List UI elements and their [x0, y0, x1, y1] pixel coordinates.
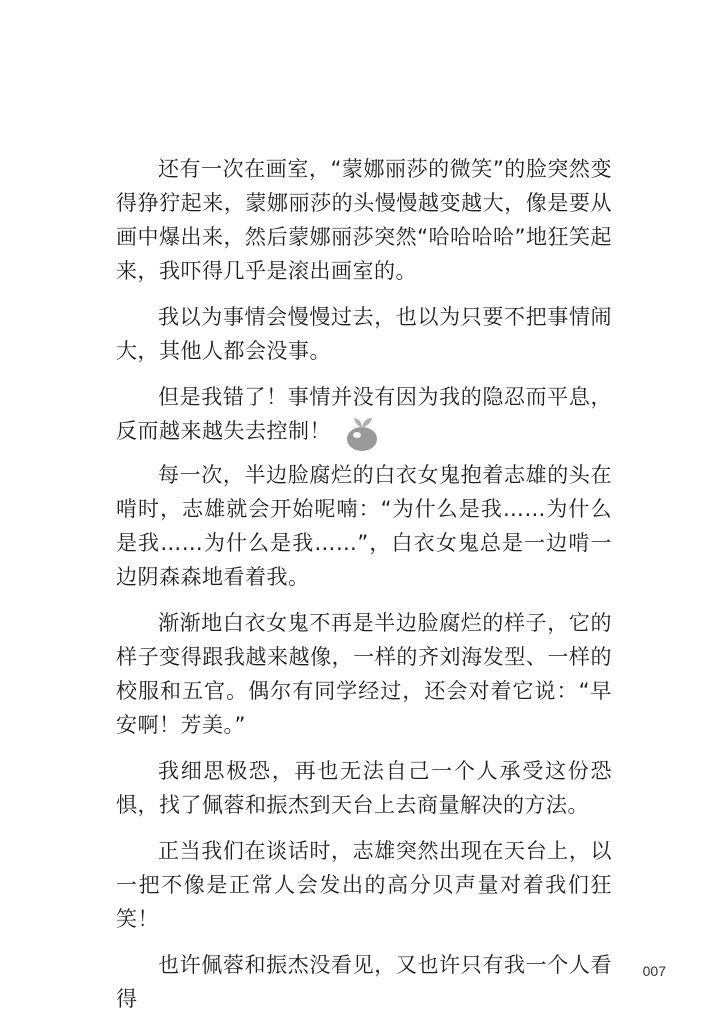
text-section-2 — [116, 458, 612, 1028]
paragraph: 每一次，半边脸腐烂的白衣女鬼抱着志雄的头在啃时，志雄就会开始呢喃：“为什么是我……为什么是我……为什么是我……”，白衣女鬼总是一边啃一边阴森森地看着我。 — [116, 463, 612, 589]
paragraph: 正当我们在谈话时，志雄突然出现在天台上，以一把不像是正常人会发出的高分贝声量对着我们狂笑！ — [116, 839, 612, 931]
paragraph: 我细思极恐，再也无法自己一个人承受这份恐惧，找了佩蓉和振杰到天台上去商量解决的方法。 — [116, 759, 612, 817]
paragraph: 我以为事情会慢慢过去，也以为只要不把事情闹大，其他人都会没事。 — [116, 305, 612, 363]
paragraph: 还有一次在画室，“蒙娜丽莎的微笑”的脸突然变得狰狞起来，蒙娜丽莎的头慢慢越变越大，像是要从画中爆出来，然后蒙娜丽莎突然“哈哈哈哈”地狂笑起来，我吓得几乎是滚出画室的。 — [116, 157, 612, 283]
sprout-ornament-icon — [340, 412, 382, 454]
paragraph: 也许佩蓉和振杰没看见，又也许只有我一个人看得 — [116, 953, 612, 1011]
page-number: 007 — [642, 963, 666, 979]
paragraph: 渐渐地白衣女鬼不再是半边脸腐烂的样子，它的样子变得跟我越来越像，一样的齐刘海发型、一样的校服和五官。偶尔有同学经过，还会对着它说：“早安啊！芳美。” — [116, 611, 612, 737]
paragraph: 但是我错了！事情并没有因为我的隐忍而平息，反而越来越失去控制！ — [116, 385, 612, 443]
